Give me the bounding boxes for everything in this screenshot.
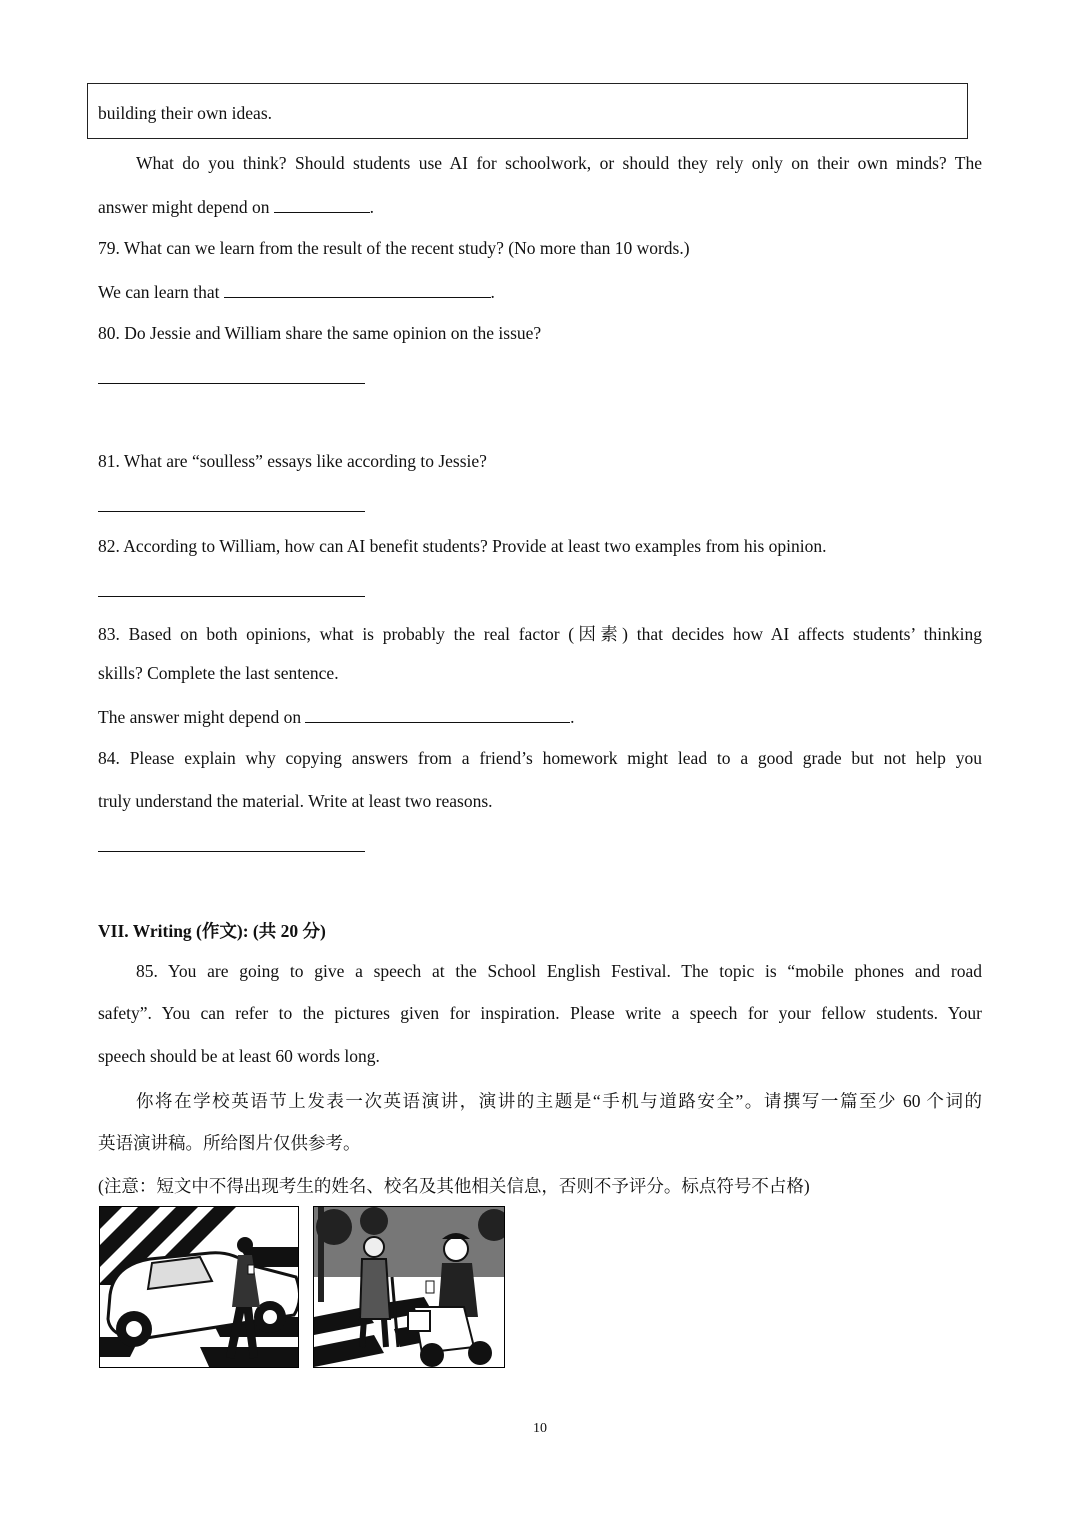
- passage-blank: [274, 196, 370, 213]
- question-82: 82. According to William, how can AI benefit students? Provide at least two examples from his opinion.: [98, 536, 827, 556]
- question-79-answer: We can learn that .: [98, 282, 495, 302]
- page-number: 10: [533, 1421, 547, 1436]
- answer-line-80[interactable]: [98, 383, 365, 384]
- question-80: 80. Do Jessie and William share the same opinion on the issue?: [98, 323, 542, 343]
- question-81: 81. What are “soulless” essays like according to Jessie?: [98, 451, 487, 471]
- chinese-instruction-line-2: 英语演讲稿。所给图片仅供参考。: [98, 1133, 361, 1153]
- answer-line-84[interactable]: [98, 851, 365, 852]
- scooter-crossing-drawing: [314, 1207, 505, 1368]
- question-83-line-2: skills? Complete the last sentence.: [98, 663, 339, 683]
- question-85-line-1: 85. You are going to give a speech at the School English Festival. The topic is “mobile phones and road: [136, 961, 982, 981]
- answer-line-81[interactable]: [98, 511, 365, 512]
- question-79-prefix: We can learn that: [98, 282, 220, 302]
- answer-blank-83[interactable]: [305, 706, 570, 723]
- question-84-line-1: 84. Please explain why copying answers from a friend’s homework might lead to a good grade but not help you: [98, 748, 982, 768]
- car-crosswalk-drawing: [100, 1207, 299, 1368]
- question-83-line-1: 83. Based on both opinions, what is probably the real factor (因素) that decides how AI affects students’ thinking: [98, 624, 982, 644]
- passage-box-end: [87, 83, 968, 139]
- question-84-line-2: truly understand the material. Write at least two reasons.: [98, 791, 493, 811]
- chinese-instruction-line-1: 你将在学校英语节上发表一次英语演讲，演讲的主题是“手机与道路安全”。请撰写一篇至少 60 个词的: [136, 1091, 982, 1111]
- question-85-line-2: safety”. You can refer to the pictures given for inspiration. Please write a speech for your fellow students. Your: [98, 1003, 982, 1023]
- section-heading-writing: VII. Writing (作文): (共 20 分): [98, 921, 326, 941]
- passage-paragraph-line-2: answer might depend on .: [98, 197, 374, 217]
- passage-paragraph-line-1: What do you think? Should students use AI for schoolwork, or should they rely only on their own minds? The: [136, 153, 982, 173]
- question-83-prefix: The answer might depend on: [98, 707, 302, 727]
- answer-line-82[interactable]: [98, 596, 365, 597]
- passage-paragraph-text: answer might depend on: [98, 197, 270, 217]
- chinese-note: (注意：短文中不得出现考生的姓名、校名及其他相关信息，否则不予评分。标点符号不占格): [98, 1176, 810, 1196]
- passage-box-text: building their own ideas.: [98, 103, 273, 123]
- question-83-answer: The answer might depend on .: [98, 707, 575, 727]
- illustration-scooter-crossing: [313, 1206, 505, 1368]
- illustration-car-crosswalk: [99, 1206, 299, 1368]
- question-85-line-3: speech should be at least 60 words long.: [98, 1046, 380, 1066]
- question-79: 79. What can we learn from the result of the recent study? (No more than 10 words.): [98, 238, 690, 258]
- answer-blank-79[interactable]: [224, 281, 491, 298]
